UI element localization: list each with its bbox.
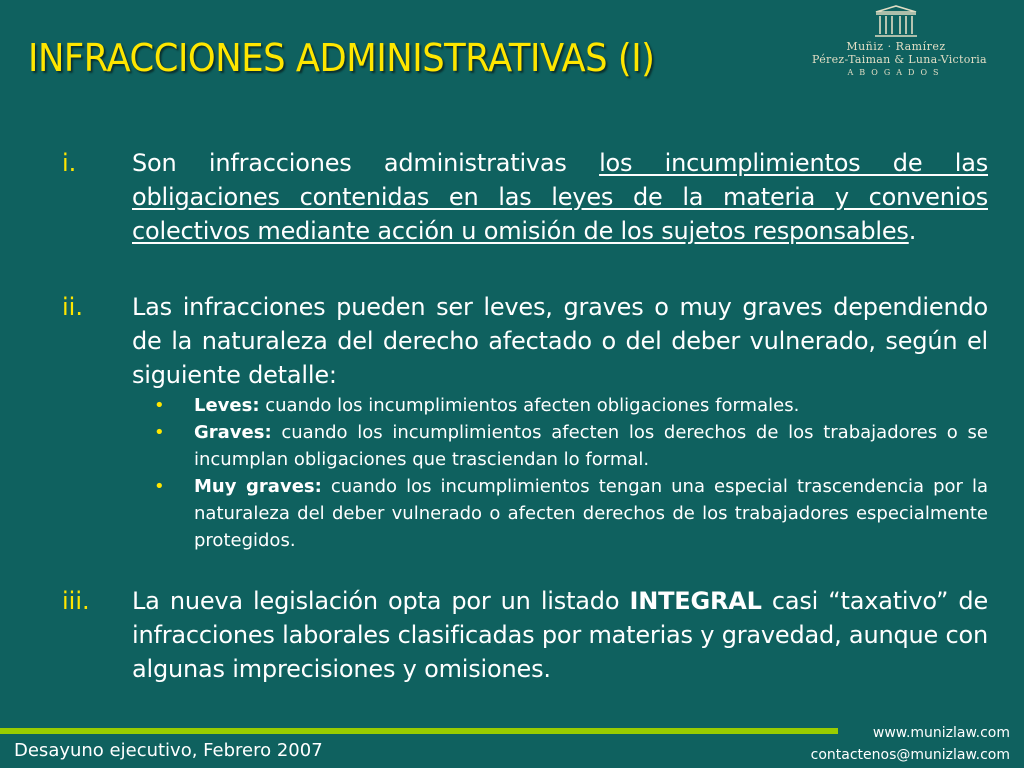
firm-logo xyxy=(812,4,987,77)
columns-building-icon xyxy=(874,4,918,38)
item-text-bold: INTEGRAL xyxy=(629,587,762,615)
logo-line-3: ABOGADOS xyxy=(847,68,945,77)
bullet-text: cuando los incumplimientos afecten obligaciones formales. xyxy=(259,395,800,416)
logo-line-1: Muñiz · Ramírez xyxy=(846,40,946,53)
bullet-dot-icon: • xyxy=(154,476,165,497)
item-text xyxy=(132,146,988,248)
email-link[interactable]: contactenos@munizlaw.com xyxy=(810,747,1010,763)
footer-event: Desayuno ejecutivo, Febrero 2007 xyxy=(14,740,323,761)
list-marker: iii. xyxy=(62,587,90,615)
bullet-label: Graves: xyxy=(194,422,272,443)
list-item-2 xyxy=(62,290,988,554)
item-text-end: . xyxy=(908,217,917,245)
item-text-plain: Son infracciones administrativas xyxy=(132,149,600,177)
list-marker: ii. xyxy=(62,293,83,321)
item-text-underlined: los incumplimientos de las obligaciones contenidas en las leyes de la materia y convenios colectivos mediante acción u omisión de los sujetos responsables xyxy=(132,149,989,245)
bullet-item-graves xyxy=(146,419,988,473)
slide-title: INFRACCIONES ADMINISTRATIVAS (I) xyxy=(28,36,655,80)
bullet-text: cuando los incumplimientos afecten los derechos de los trabajadores o se incumplan obligaciones que trasciendan lo formal. xyxy=(194,422,988,470)
website-link[interactable]: www.munizlaw.com xyxy=(872,725,1010,741)
bullet-item-muy-graves xyxy=(146,473,988,554)
list-item-1 xyxy=(62,146,988,248)
logo-line-2: Pérez-Taiman & Luna-Victoria xyxy=(812,53,987,66)
list-marker: i. xyxy=(62,149,77,177)
list-item-3 xyxy=(62,584,988,686)
bullet-text: cuando los incumplimientos tengan una especial trascendencia por la naturaleza del deber vulnerado o afecten derechos de los trabajadores especialmente protegidos. xyxy=(194,476,988,551)
bullet-list xyxy=(146,392,988,554)
item-text-plain: La nueva legislación opta por un listado xyxy=(132,587,630,615)
bullet-label: Muy graves: xyxy=(194,476,322,497)
item-text: Las infracciones pueden ser leves, graves o muy graves dependiendo de la naturaleza del derecho afectado o del deber vulnerado, según el siguiente detalle: xyxy=(132,293,988,389)
bullet-label: Leves: xyxy=(194,395,260,416)
item-text-end: casi “taxativo” de infracciones laborales clasificadas por materias y gravedad, aunque con algunas imprecisiones y omisiones. xyxy=(132,587,989,683)
bullet-dot-icon: • xyxy=(154,395,165,416)
footer-accent-bar xyxy=(0,728,838,734)
footer-contact xyxy=(811,722,1010,766)
item-text xyxy=(132,584,988,686)
bullet-item-leves xyxy=(146,392,988,419)
bullet-dot-icon: • xyxy=(154,422,165,443)
